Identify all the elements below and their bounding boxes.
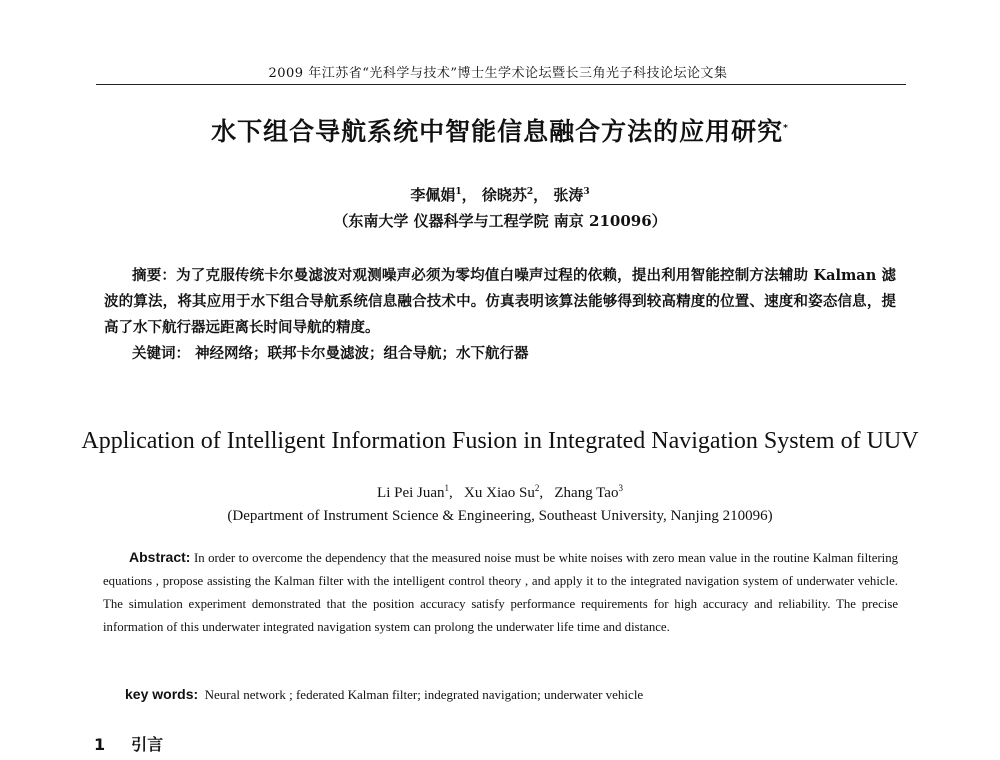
author-name: Li Pei Juan: [377, 485, 445, 501]
chinese-keywords-text: 神经网络；联邦卡尔曼滤波；组合导航；水下航行器: [195, 345, 529, 362]
running-header: 2009 年江苏省“光科学与技术”博士生学术论坛暨长三角光子科技论坛论文集: [268, 66, 728, 81]
english-keywords: [125, 686, 895, 703]
author-sup: 1: [444, 483, 450, 493]
english-authors: [0, 483, 1000, 502]
section-number: 1: [94, 735, 106, 754]
author-sup: 1: [455, 187, 462, 197]
author-name: 李佩娟: [410, 186, 456, 204]
author-separator: ,: [449, 485, 453, 501]
chinese-keywords: [132, 342, 896, 363]
english-affiliation: (Department of Instrument Science & Engineering, Southeast University, Nanjing 210096): [227, 508, 773, 524]
section-title: 引言: [131, 735, 164, 754]
author-sup: 2: [534, 483, 540, 493]
header-rule: [96, 84, 906, 85]
english-abstract-text: In order to overcome the dependency that the measured noise must be white noises with zero mean value in the routine Kalman filtering equations , propose assisting the Kalman filter with the intelligent control theory , and apply it to the integrated navigation system of underwater vehicle. The simulation experiment demonstrated that the position accuracy satisfy performance requirements for high accuracy and reliability. The precise information of this underwater integrated navigation system can prolong the underwater life time and distance.: [103, 551, 898, 634]
chinese-keywords-label: 关键词：: [132, 346, 190, 362]
english-title: Application of Intelligent Information Fusion in Integrated Navigation System of UUV: [81, 428, 919, 454]
chinese-abstract-label: 摘要：: [132, 268, 177, 284]
chinese-affiliation: （东南大学 仪器科学与工程学院 南京 210096）: [333, 212, 667, 230]
author-sup: 2: [526, 187, 534, 197]
section-heading: [94, 732, 163, 755]
author-separator: ,: [539, 485, 544, 501]
english-keywords-label: key words:: [125, 686, 199, 702]
title-footnote-mark: *: [783, 123, 789, 134]
english-abstract: [103, 546, 898, 639]
chinese-title-text: 水下组合导航系统中智能信息融合方法的应用研究: [211, 117, 784, 146]
author-separator: ，: [533, 186, 549, 204]
author-name: Xu Xiao Su: [464, 485, 535, 501]
author-name: 徐晓苏: [481, 186, 527, 204]
author-separator: ，: [461, 186, 477, 204]
author-name: 张涛: [553, 186, 584, 204]
chinese-abstract: [104, 263, 896, 341]
english-abstract-label: Abstract:: [129, 549, 191, 565]
chinese-authors: [0, 184, 1000, 205]
english-keywords-text: Neural network ; federated Kalman filter; indegrated navigation; underwater vehicle: [204, 687, 644, 702]
author-sup: 3: [618, 483, 623, 493]
author-name: Zhang Tao: [554, 485, 619, 501]
chinese-title: [0, 112, 1000, 148]
chinese-abstract-text: 为了克服传统卡尔曼滤波对观测噪声必须为零均值白噪声过程的依赖，提出利用智能控制方法辅助 Kalman 滤波的算法，将其应用于水下组合导航系统信息融合技术中。仿真表明该算法能够得到较高精度的位置、速度和姿态信息，提高了水下航行器远距离长时间导航的精度。: [104, 267, 896, 336]
author-sup: 3: [583, 187, 590, 197]
